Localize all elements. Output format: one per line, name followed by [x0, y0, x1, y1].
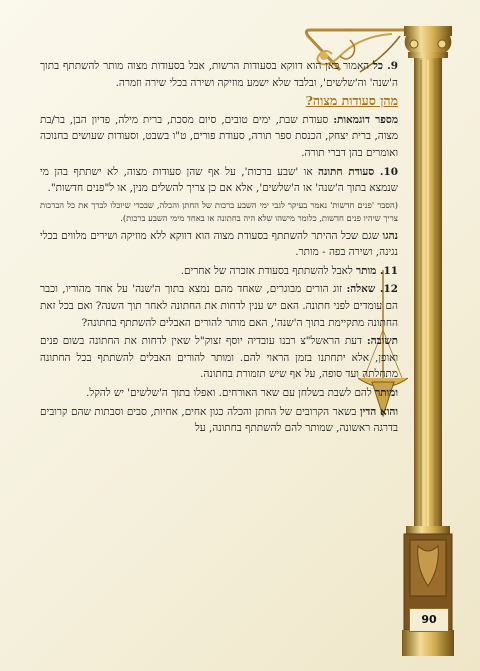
paragraph-lead: ומותר — [375, 386, 398, 399]
paragraph-text: בשאר הקרובים של החתן והכלה כגון אחים, אחיות, סבים וסבתות שהם קרובים בדרגה ראשונה, שמותר להם להשתתף בחתונה, על — [40, 405, 398, 435]
paragraph-text: שגם שכל ההיתר להשתתף בסעודת מצוה הוא דווקא ללא מוזיקה ושירים מלווים בכלי נגינה, ושירה בפה - מותר. — [40, 229, 398, 259]
paragraph-text: או 'שבע ברכות', על אף שהן סעודות מצוה, לא ישתתף בהן מי שנמצא בתוך ה'שנה' או ה'שלשים', אלא אם כן צריך להשלים מנין, או ל"פנים חדשות". — [40, 165, 398, 195]
paragraph-lead: 9. כל — [373, 60, 398, 72]
paragraph-lead: נהגו — [382, 229, 398, 242]
ornamental-pillar-icon — [402, 26, 454, 656]
paragraph-12 — [40, 281, 398, 331]
paragraph-text: זוג הורים מבוגרים, שאחד מהם נמצא בתוך ה'שנה' על אחד מהוריו, וכבר הם עומדים לפני חתונה. האם יש ענין לדחות את החתונה לאחר תוך השנה? ואם בכל זאת החתונה מתקיימת בתוך ה'שנה', האם מותר להורים האבלים להשתתף בחתונה? — [40, 283, 398, 329]
paragraph-answer — [40, 333, 398, 383]
main-text — [40, 58, 398, 439]
paragraph-11 — [40, 263, 398, 280]
paragraph-text: להם לשבת בשלחן עם שאר האורחים. ואפלו בתוך ה'שלשים' יש להקל. — [86, 386, 376, 399]
paragraph-text: סעודת שבת, ימים טובים, סיום מסכת, ברית מילה, פדיון הבן, בר/בת מצוה, ברית יצחק, הכנסת ספר תורה, סעודת פורים, ט"ו בשבט, וסעודות שעושים בחנוכה ואומרים בהן דברי תורה. — [40, 113, 398, 159]
paragraph-lead: 12. שאלה: — [346, 283, 398, 296]
paragraph-lead: 11. מותר — [356, 264, 398, 277]
paragraph-lead: 10. סעודת חתונה — [318, 165, 398, 178]
paragraph-allowed — [40, 385, 398, 402]
paragraph-text: דעת הראשל"צ רבנו עובדיה יוסף זצוק"ל שאין לדחות את החתונה בשום פנים ואופן, אלא יתחתנו בזמן הראוי להם. ומותר להורים האבלים להשתתף בכל החתונה מתחלתה ועד סופה, על אף שיש תזמורת בחתונה. — [40, 335, 398, 381]
paragraph-nahagu — [40, 228, 398, 261]
paragraph-examples — [40, 112, 398, 162]
paragraph-lead: מספר דוגמאות: — [333, 113, 398, 126]
paragraph-text: האמור כאן הוא דווקא בסעודות הרשות, אבל בסעודות מצוה מותר להשתתף בתוך ה'שנה' וה'שלשים', ובלבד שלא ישמע מוזיקה ושירה בכלי שירה וזמרה. — [40, 60, 398, 89]
paragraph-10 — [40, 164, 398, 197]
paragraph-9 — [40, 58, 398, 91]
paragraph-text: לאבל להשתתף בסעודת אזכרה של אחרים. — [180, 264, 357, 277]
section-heading: מהן סעודות מצוה? — [305, 93, 398, 109]
paragraph-lead: תשובה: — [366, 335, 398, 348]
paragraph-law — [40, 404, 398, 437]
note-paragraph: (הסבר 'פנים חדשות' נאמר בעיקר לגבי ימי השבע ברכות של החתן והכלה, שבכדי שיוכלו לברך את כל הברכות צריך שיהיו פנים חדשות, כלומר מישהו שלא היה בחתונה או באחד מימי השבע ברכות). — [40, 199, 398, 224]
page-number: 90 — [409, 608, 449, 632]
paragraph-lead: והוא הדין — [359, 405, 398, 418]
